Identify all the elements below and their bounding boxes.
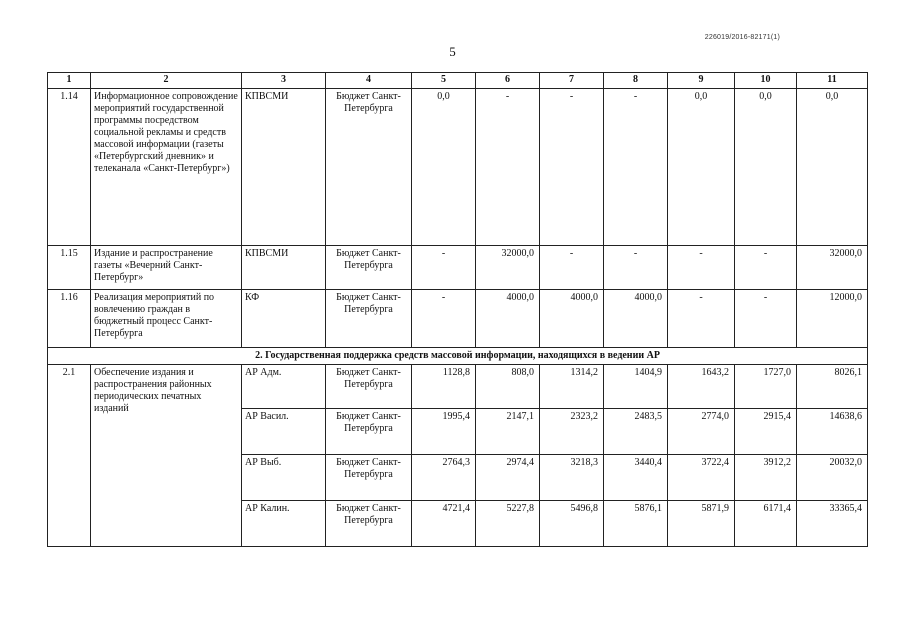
value-cell: 14638,6 [797,409,868,455]
executor: АР Выб. [242,455,326,501]
column-header: 6 [476,73,540,89]
value-cell: 1128,8 [412,365,476,409]
value-cell: 12000,0 [797,290,868,348]
table-row [48,89,868,246]
value-cell: 1995,4 [412,409,476,455]
measure-name: Издание и распространение газеты «Вечерний Санкт-Петербург» [91,246,242,290]
value-cell: 808,0 [476,365,540,409]
executor: КПВСМИ [242,89,326,246]
value-cell: - [412,290,476,348]
measure-name: Реализация мероприятий по вовлечению граждан в бюджетный процесс Санкт-Петербурга [91,290,242,348]
value-cell: - [540,89,604,246]
column-header: 11 [797,73,868,89]
executor: АР Адм. [242,365,326,409]
value-cell: 2764,3 [412,455,476,501]
executor: АР Васил. [242,409,326,455]
page-number: 5 [449,44,456,59]
value-cell: - [668,246,735,290]
document-id: 226019/2016-82171(1) [704,34,780,41]
section-title: 2. Государственная поддержка средств массовой информации, находящихся в ведении АР [48,348,868,365]
value-cell: - [668,290,735,348]
table-row [48,246,868,290]
executor: КПВСМИ [242,246,326,290]
measure-name: Обеспечение издания и распространения районных периодических печатных изданий [91,365,242,547]
row-number: 1.15 [48,246,91,290]
value-cell: - [412,246,476,290]
value-cell: 2774,0 [668,409,735,455]
funding-source: Бюджет Санкт-Петербурга [326,455,412,501]
value-cell: 33365,4 [797,501,868,547]
column-header: 9 [668,73,735,89]
section-row [48,348,868,365]
value-cell: - [604,89,668,246]
executor: АР Калин. [242,501,326,547]
budget-table [47,72,868,547]
funding-source: Бюджет Санкт-Петербурга [326,365,412,409]
column-header: 3 [242,73,326,89]
column-header: 8 [604,73,668,89]
funding-source: Бюджет Санкт-Петербурга [326,89,412,246]
value-cell: 1643,2 [668,365,735,409]
funding-source: Бюджет Санкт-Петербурга [326,409,412,455]
value-cell: 1404,9 [604,365,668,409]
funding-source: Бюджет Санкт-Петербурга [326,501,412,547]
value-cell: 3440,4 [604,455,668,501]
value-cell: 3218,3 [540,455,604,501]
value-cell: 0,0 [412,89,476,246]
value-cell: 3722,4 [668,455,735,501]
value-cell: 2147,1 [476,409,540,455]
column-header: 2 [91,73,242,89]
value-cell: 2974,4 [476,455,540,501]
column-header: 10 [735,73,797,89]
value-cell: 4000,0 [604,290,668,348]
value-cell: 5496,8 [540,501,604,547]
value-cell: 3912,2 [735,455,797,501]
column-header: 4 [326,73,412,89]
value-cell: 2915,4 [735,409,797,455]
header-row [48,73,868,89]
value-cell: 4000,0 [540,290,604,348]
value-cell: 4721,4 [412,501,476,547]
value-cell: - [476,89,540,246]
value-cell: 20032,0 [797,455,868,501]
value-cell: 1727,0 [735,365,797,409]
value-cell: 1314,2 [540,365,604,409]
row-number: 1.16 [48,290,91,348]
value-cell: 5871,9 [668,501,735,547]
value-cell: 8026,1 [797,365,868,409]
funding-source: Бюджет Санкт-Петербурга [326,246,412,290]
value-cell: 6171,4 [735,501,797,547]
value-cell: 32000,0 [797,246,868,290]
measure-name: Информационное сопровождение мероприятий государственной программы посредством социальной рекламы и средств массовой информации (газеты «Петербургский дневник» и телеканала «Санкт-Петербург») [91,89,242,246]
value-cell: 2483,5 [604,409,668,455]
value-cell: - [540,246,604,290]
value-cell: - [604,246,668,290]
value-cell: 0,0 [797,89,868,246]
row-number: 1.14 [48,89,91,246]
value-cell: 2323,2 [540,409,604,455]
value-cell: 5876,1 [604,501,668,547]
value-cell: 4000,0 [476,290,540,348]
value-cell: 32000,0 [476,246,540,290]
value-cell: 0,0 [668,89,735,246]
column-header: 1 [48,73,91,89]
value-cell: 5227,8 [476,501,540,547]
value-cell: 0,0 [735,89,797,246]
table-row [48,365,868,409]
row-number: 2.1 [48,365,91,547]
value-cell: - [735,246,797,290]
funding-source: Бюджет Санкт-Петербурга [326,290,412,348]
column-header: 7 [540,73,604,89]
table-row [48,290,868,348]
value-cell: - [735,290,797,348]
column-header: 5 [412,73,476,89]
executor: КФ [242,290,326,348]
